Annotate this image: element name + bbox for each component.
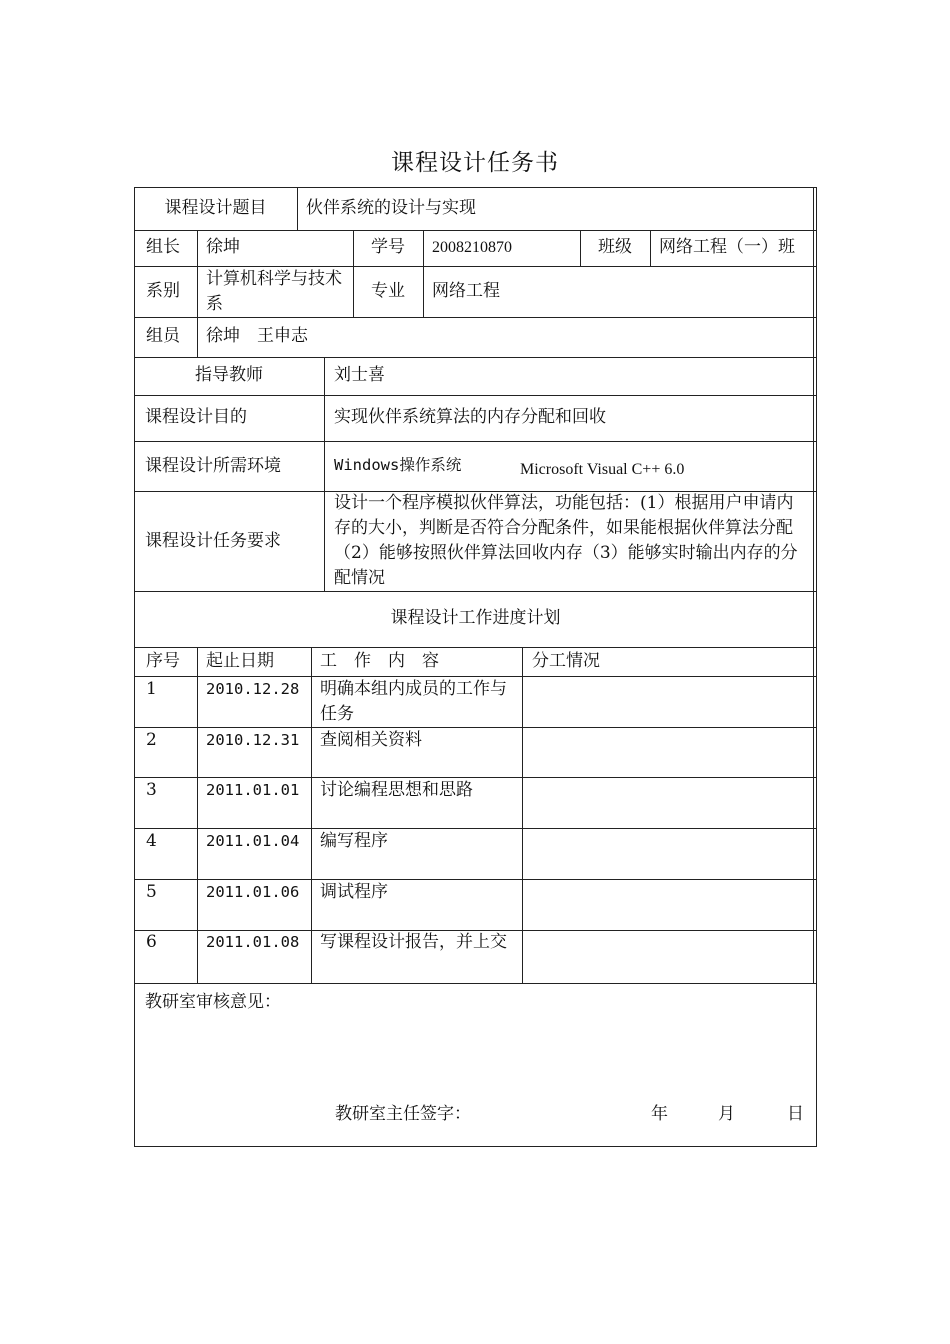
row-content: 写课程设计报告，并上交 <box>320 932 507 952</box>
leader-label: 组长 <box>146 237 180 257</box>
advisor-value: 刘士喜 <box>334 365 385 385</box>
purpose-value: 实现伙伴系统算法的内存分配和回收 <box>334 407 606 427</box>
leader-value: 徐坤 <box>206 237 240 257</box>
date-month: 月 <box>718 1104 735 1124</box>
header-division: 分工情况 <box>532 651 600 671</box>
env-label: 课程设计所需环境 <box>145 456 281 476</box>
row-content: 调试程序 <box>320 882 388 902</box>
col-divider <box>297 187 298 230</box>
purpose-label: 课程设计目的 <box>145 407 247 427</box>
row-divider <box>134 983 817 984</box>
header-date: 起止日期 <box>206 651 274 671</box>
col-divider <box>197 230 198 357</box>
row-content: 查阅相关资料 <box>320 730 422 750</box>
row-no: 4 <box>146 831 157 851</box>
row-divider <box>134 441 817 442</box>
student-id-label: 学号 <box>371 237 405 257</box>
row-divider <box>134 317 817 318</box>
row-content: 明确本组内成员的工作与任务 <box>320 679 507 724</box>
env-os: Windows操作系统 <box>334 456 462 474</box>
topic-label: 课程设计题目 <box>164 198 267 218</box>
major-label: 专业 <box>371 281 405 301</box>
col-divider <box>311 647 312 983</box>
topic-value: 伙伴系统的设计与实现 <box>306 198 476 218</box>
env-ide: Microsoft Visual C++ 6.0 <box>520 461 685 478</box>
dept-label: 系别 <box>146 281 180 301</box>
review-opinion-label: 教研室审核意见： <box>145 992 281 1012</box>
row-no: 3 <box>146 780 157 800</box>
director-signature-label: 教研室主任签字： <box>335 1104 471 1124</box>
row-date: 2011.01.06 <box>206 883 300 901</box>
row-date: 2011.01.04 <box>206 832 300 850</box>
row-content: 讨论编程思想和思路 <box>320 780 473 800</box>
row-divider <box>134 647 817 648</box>
row-no: 6 <box>146 932 157 952</box>
advisor-label: 指导教师 <box>195 365 263 385</box>
row-date: 2011.01.08 <box>206 933 300 951</box>
row-date: 2011.01.01 <box>206 781 300 799</box>
col-divider <box>423 230 424 317</box>
members-value: 徐坤 王申志 <box>206 326 308 346</box>
col-divider <box>197 647 198 983</box>
date-year: 年 <box>651 1104 668 1124</box>
outer-border-inner <box>813 187 814 983</box>
student-id-value: 2008210870 <box>432 239 512 256</box>
date-day: 日 <box>787 1104 804 1124</box>
req-value: 设计一个程序模拟伙伴算法，功能包括：(1）根据用户申请内存的大小，判断是否符合分配条件，如果能根据伙伴算法分配（2）能够按照伙伴算法回收内存（3）能够实时输出内存的分配情况 <box>334 493 798 588</box>
row-date: 2010.12.31 <box>206 731 300 749</box>
col-divider <box>522 647 523 983</box>
col-divider <box>650 230 651 266</box>
row-divider <box>134 357 817 358</box>
class-value: 网络工程（一）班 <box>659 237 795 257</box>
members-label: 组员 <box>146 326 180 346</box>
header-no: 序号 <box>146 651 180 671</box>
row-no: 1 <box>146 679 157 699</box>
col-divider <box>324 357 325 591</box>
req-label: 课程设计任务要求 <box>145 531 281 551</box>
document-title: 课程设计任务书 <box>391 150 559 176</box>
header-content: 工 作 内 容 <box>320 651 439 671</box>
class-label: 班级 <box>598 237 632 257</box>
row-divider <box>134 230 817 231</box>
row-divider <box>134 395 817 396</box>
schedule-title: 课程设计工作进度计划 <box>390 608 561 628</box>
row-divider <box>134 591 817 592</box>
major-value: 网络工程 <box>432 281 500 301</box>
row-date: 2010.12.28 <box>206 680 300 698</box>
row-content: 编写程序 <box>320 831 388 851</box>
dept-value: 计算机科学与技术系 <box>206 269 342 314</box>
row-no: 5 <box>146 882 157 902</box>
row-no: 2 <box>146 730 157 750</box>
